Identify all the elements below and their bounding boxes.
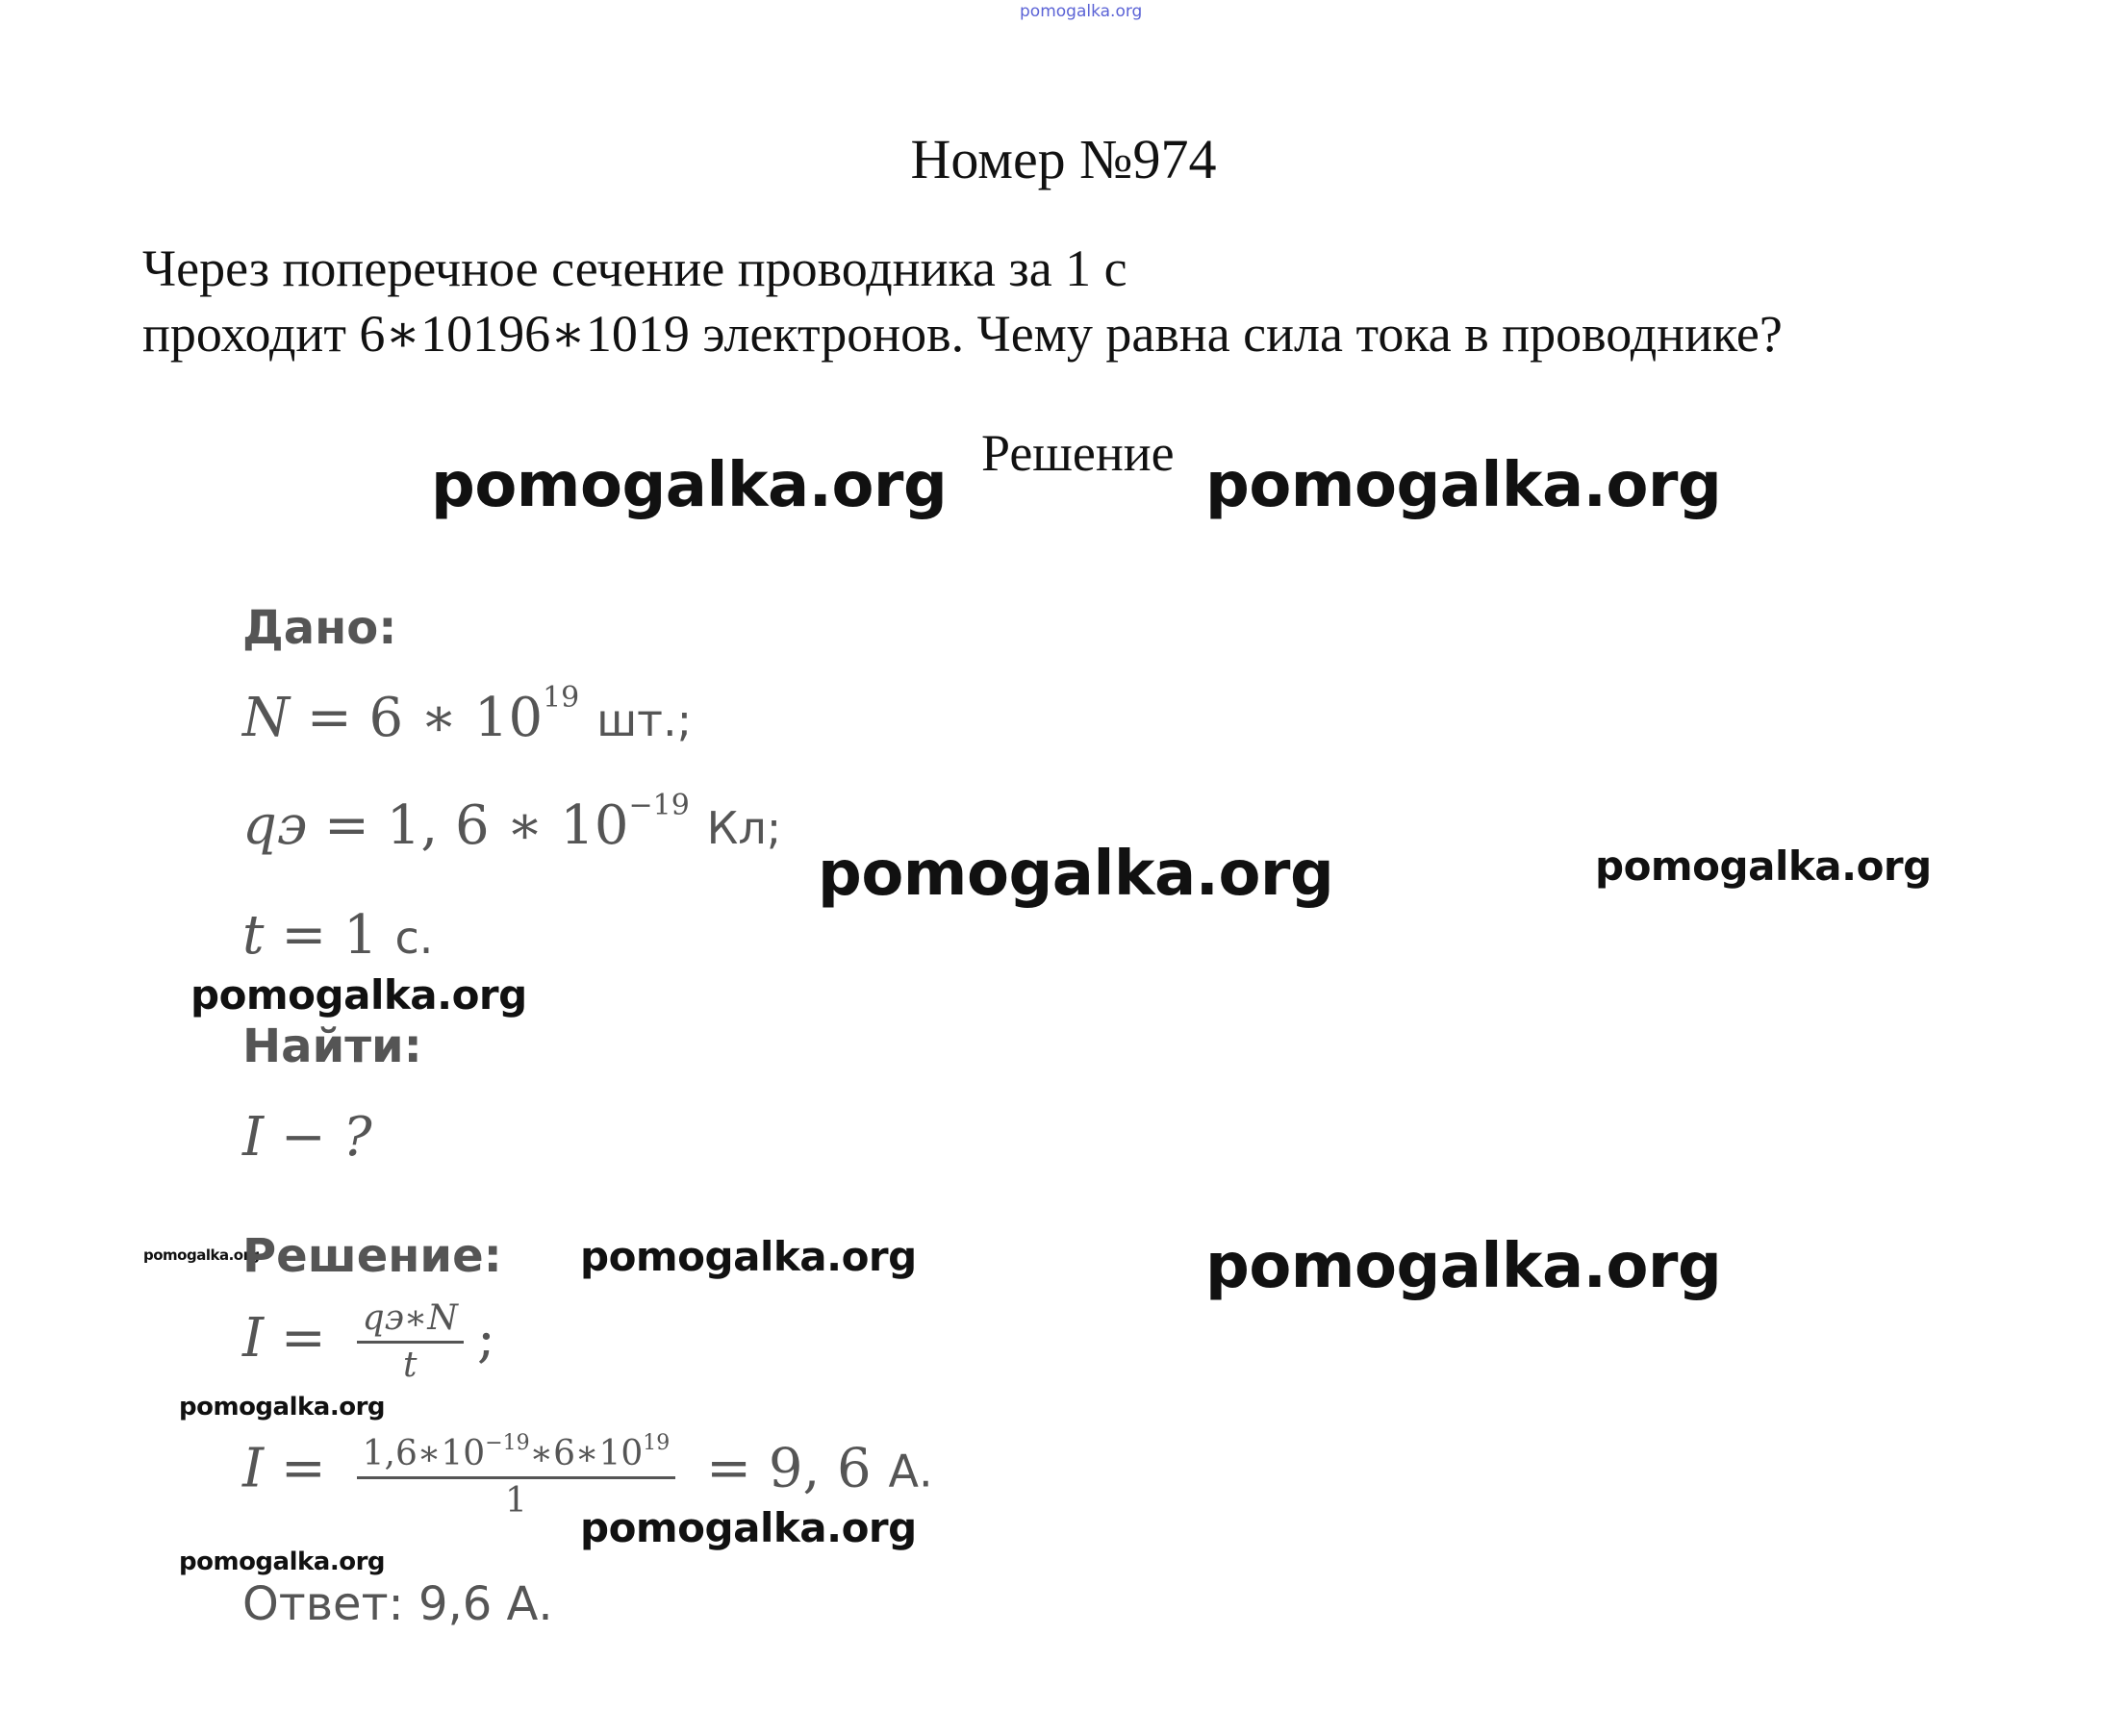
n-unit: шт.; (596, 694, 693, 746)
watermark: pomogalka.org (580, 1233, 917, 1280)
given-t (242, 904, 433, 967)
formula-2 (242, 1422, 933, 1523)
find-label: Найти: (242, 1019, 422, 1073)
find-expression: I − ? (242, 1106, 372, 1169)
solution-label: Решение: (242, 1229, 502, 1283)
n-value: = 6 ∗ 10 (306, 687, 544, 749)
given-label: Дано: (242, 601, 397, 655)
formula-2-result: = 9, 6 (706, 1437, 872, 1500)
watermark: pomogalka.org (1205, 450, 1722, 521)
numerator-part-b: ∗6∗10 (529, 1434, 644, 1473)
n-symbol: N (242, 687, 290, 749)
solution-heading: Решение (981, 424, 1175, 482)
formula-2-denominator: 1 (505, 1481, 527, 1521)
page-title: Номер №974 (910, 128, 1217, 190)
q-unit: Кл; (706, 802, 782, 854)
watermark: pomogalka.org (179, 1547, 386, 1576)
formula-2-fraction (357, 1422, 676, 1523)
formula-1 (242, 1296, 495, 1388)
watermark: pomogalka.org (580, 1504, 917, 1551)
watermark: pomogalka.org (1595, 843, 1932, 890)
find-expr (242, 1106, 372, 1169)
numerator-exp-1: −19 (485, 1431, 530, 1455)
formula-2-unit: А. (888, 1445, 933, 1497)
watermark: pomogalka.org (818, 839, 1334, 910)
t-value: = 1 (281, 904, 378, 967)
watermark: pomogalka.org (431, 450, 948, 521)
formula-2-numerator (357, 1422, 676, 1479)
problem-line-1: Через поперечное сечение проводника за 1 с (142, 239, 1127, 297)
given-q (242, 789, 781, 857)
formula-1-fraction (357, 1296, 464, 1388)
formula-1-lhs: I = (242, 1307, 326, 1370)
numerator-part-a: 1,6∗10 (362, 1434, 486, 1473)
q-symbol: qэ (242, 794, 308, 857)
formula-1-tail: ; (476, 1307, 495, 1370)
t-unit: с. (394, 912, 434, 964)
problem-line-2: проходит 6∗10196∗1019 электронов. Чему равна сила тока в проводнике? (142, 305, 1783, 363)
formula-1-denominator: t (403, 1346, 418, 1385)
formula-2-lhs: I = (242, 1437, 326, 1500)
given-n (242, 681, 692, 749)
numerator-exp-2: 19 (643, 1431, 671, 1455)
watermark: pomogalka.org (179, 1393, 386, 1422)
t-symbol: t (242, 904, 265, 967)
formula-1-numerator: qэ∗N (357, 1296, 464, 1344)
problem-statement (142, 236, 1783, 366)
answer: Ответ: 9,6 А. (242, 1577, 553, 1631)
q-value: = 1, 6 ∗ 10 (324, 794, 629, 857)
n-exponent: 19 (543, 681, 580, 715)
watermark: pomogalka.org (143, 1246, 260, 1264)
q-exponent: −19 (628, 789, 690, 822)
top-watermark[interactable]: pomogalka.org (1020, 2, 1143, 21)
watermark: pomogalka.org (190, 971, 527, 1019)
watermark: pomogalka.org (1205, 1231, 1722, 1302)
